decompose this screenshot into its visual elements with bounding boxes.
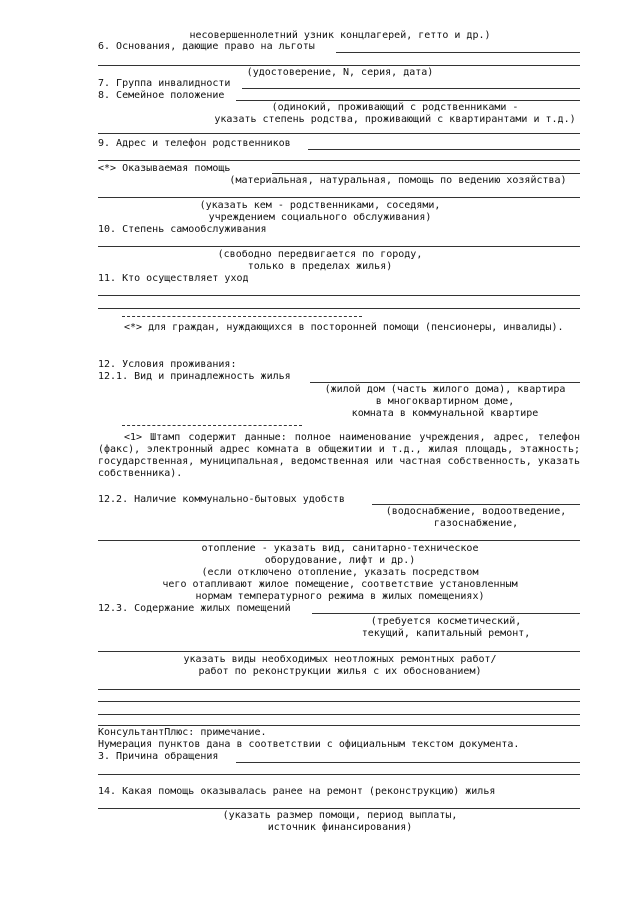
hint-self-care: только в пределах жилья) xyxy=(247,261,393,272)
fill-line[interactable] xyxy=(98,808,580,809)
hint-assistance-by: учреждением социального обслуживания) xyxy=(208,212,432,223)
hint-utilities: оборудование, лифт и др.) xyxy=(264,555,416,566)
footnote-stamp: <1> Штамп содержит данные: полное наименование учреждения, адрес, телефон (факс), электронный адрес комната в общежитии и т.д., жилая площадь, этажность; государственная, муниципальная, ведомственная или частная собственность, указать собственника). xyxy=(98,432,580,479)
footnote-separator xyxy=(122,425,302,426)
fill-line[interactable] xyxy=(98,540,580,541)
fill-line[interactable] xyxy=(372,504,580,505)
field-label-maintenance: 12.3. Содержание жилых помещений xyxy=(98,603,291,614)
field-label-reason: 3. Причина обращения xyxy=(98,751,219,762)
fill-line[interactable] xyxy=(272,173,580,174)
fill-line[interactable] xyxy=(98,295,580,296)
field-label-prior-help: 14. Какая помощь оказывалась ранее на ремонт (реконструкцию) жилья xyxy=(98,786,496,797)
fill-line[interactable] xyxy=(98,651,580,652)
hint-heating: (если отключено отопление, указать посредством xyxy=(201,567,479,578)
fill-line[interactable] xyxy=(308,149,580,150)
hint-repair: текущий, капитальный ремонт, xyxy=(361,628,531,639)
hint-housing: в многоквартирном доме, xyxy=(375,396,515,407)
fill-line[interactable] xyxy=(98,160,580,161)
hint-housing: комната в коммунальной квартире xyxy=(351,408,539,419)
fill-line[interactable] xyxy=(336,52,580,53)
fill-line[interactable] xyxy=(98,689,580,690)
consultant-note-title: КонсультантПлюс: примечание. xyxy=(98,727,267,738)
hint-repair: указать виды необходимых неотложных ремонтных работ/ xyxy=(183,654,497,665)
field-label-benefit-basis: 6. Основания, дающие право на льготы xyxy=(98,41,315,52)
fill-line[interactable] xyxy=(98,133,580,134)
hint-heating: нормам температурного режима в жилых помещениях) xyxy=(195,591,485,602)
hint-heating: чего отапливают жилое помещение, соответствие установленным xyxy=(162,579,518,590)
field-label-housing-type: 12.1. Вид и принадлежность жилья xyxy=(98,371,291,382)
hint-repair: (требуется косметический, xyxy=(370,616,522,627)
fill-line[interactable] xyxy=(236,100,580,101)
field-label-self-care: 10. Степень самообслуживания xyxy=(98,224,267,235)
hint-certificate: (удостоверение, N, серия, дата) xyxy=(246,67,434,78)
field-label-utilities: 12.2. Наличие коммунально-бытовых удобств xyxy=(98,494,345,505)
field-label-disability-group: 7. Группа инвалидности xyxy=(98,78,231,89)
hint-self-care: (свободно передвигается по городу, xyxy=(217,249,423,260)
hint-repair: работ по реконструкции жилья с их обоснованием) xyxy=(198,666,482,677)
fill-line[interactable] xyxy=(98,197,580,198)
hint-utilities: отопление - указать вид, санитарно-техническое xyxy=(201,543,479,554)
fill-line[interactable] xyxy=(98,65,580,66)
category-note: несовершеннолетний узник концлагерей, гетто и др.) xyxy=(189,30,491,41)
field-label-caregiver: 11. Кто осуществляет уход xyxy=(98,273,249,284)
hint-prior-help: (указать размер помощи, период выплаты, xyxy=(222,810,458,821)
hint-assistance-by: (указать кем - родственниками, соседями, xyxy=(199,200,441,211)
hint-family: указать степень родства, проживающий с квартирантами и т.д.) xyxy=(214,114,576,125)
fill-line[interactable] xyxy=(98,774,580,775)
fill-line[interactable] xyxy=(236,762,580,763)
field-label-family-status: 8. Семейное положение xyxy=(98,90,225,101)
fill-line[interactable] xyxy=(98,701,580,702)
fill-line[interactable] xyxy=(98,725,580,726)
fill-line[interactable] xyxy=(98,246,580,247)
fill-line[interactable] xyxy=(98,308,580,309)
field-label-assistance: <*> Оказываемая помощь xyxy=(98,163,231,174)
hint-utilities: (водоснабжение, водоотведение, xyxy=(385,506,567,517)
hint-housing: (жилой дом (часть жилого дома), квартира xyxy=(324,384,566,395)
fill-line[interactable] xyxy=(312,613,580,614)
fill-line[interactable] xyxy=(310,382,580,383)
fill-line[interactable] xyxy=(98,714,580,715)
hint-family: (одинокий, проживающий с родственниками - xyxy=(271,102,519,113)
hint-assistance-type: (материальная, натуральная, помощь по ведению хозяйства) xyxy=(229,175,567,186)
footnote-separator xyxy=(122,316,362,317)
field-label-relatives-address: 9. Адрес и телефон родственников xyxy=(98,138,291,149)
footnote-assistance: <*> для граждан, нуждающихся в посторонней помощи (пенсионеры, инвалиды). xyxy=(124,322,564,333)
consultant-note-text: Нумерация пунктов дана в соответствии с официальным текстом документа. xyxy=(98,739,520,750)
fill-line[interactable] xyxy=(242,88,580,89)
hint-prior-help: источник финансирования) xyxy=(267,822,413,833)
section-title-living-conditions: 12. Условия проживания: xyxy=(98,359,237,370)
hint-utilities: газоснабжение, xyxy=(433,518,519,529)
